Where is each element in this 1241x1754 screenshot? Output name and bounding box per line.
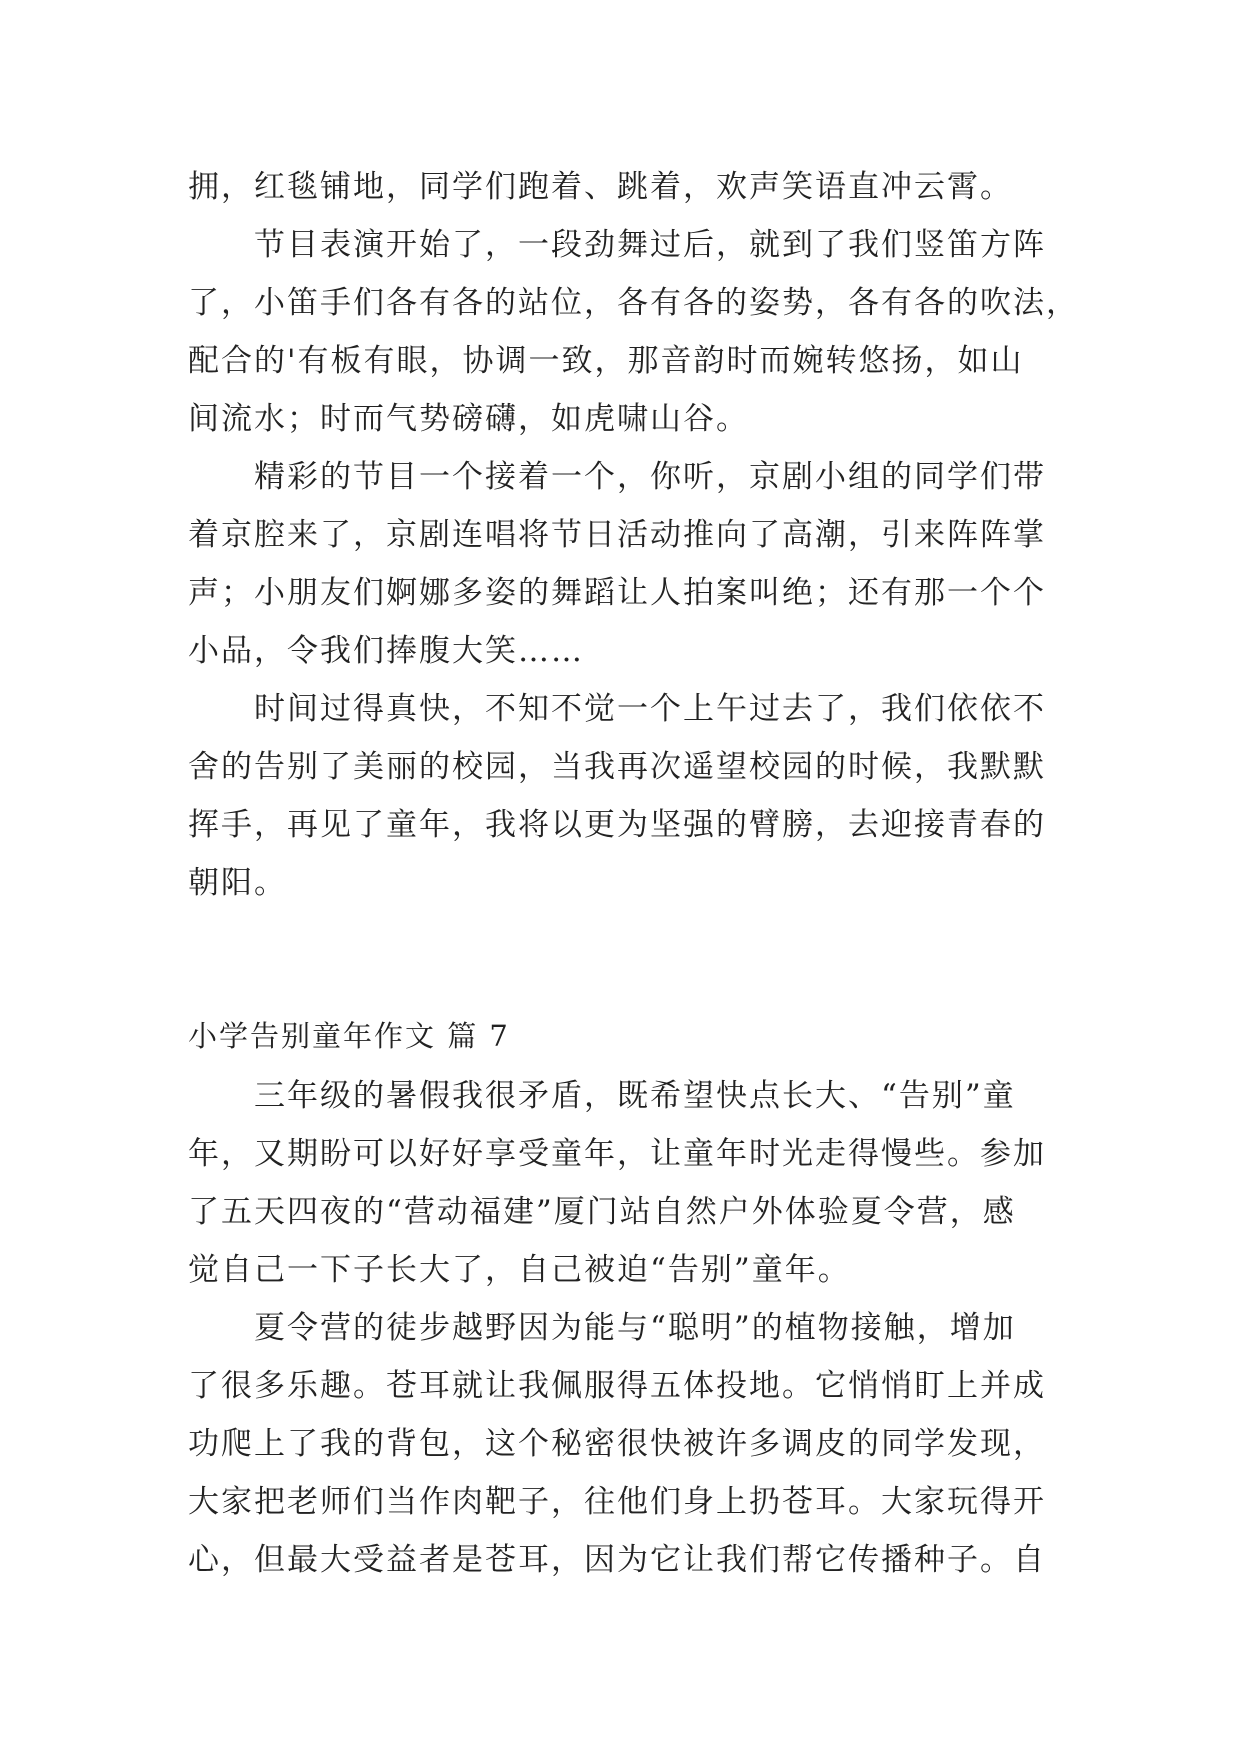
text-line: 小品，令我们捧腹大笑…… [188,633,584,669]
text-line: 功爬上了我的背包，这个秘密很快被许多调皮的同学发现， [188,1426,1046,1462]
paragraph [188,1067,1058,1299]
text-line: 配合的'有板有眼，协调一致，那音韵时而婉转悠扬，如山 [188,343,1024,379]
text-line: 声；小朋友们婀娜多姿的舞蹈让人拍案叫绝；还有那一个个 [188,575,1046,611]
section-7 [188,1007,1058,1589]
text-line: 舍的告别了美丽的校园，当我再次遥望校园的时候，我默默 [188,749,1046,785]
section-heading: 小学告别童年作文 篇 7 [188,1019,510,1053]
text-line: 心，但最大受益者是苍耳，因为它让我们帮它传播种子。自 [188,1542,1046,1578]
text-line: 了，小笛手们各有各的站位，各有各的姿势，各有各的吹法， [188,285,1079,321]
text-line: 觉自己一下子长大了，自己被迫“告别”童年。 [188,1252,851,1288]
paragraph [188,680,1058,912]
section-6-continuation [188,158,1079,912]
paragraph [188,216,1079,448]
paragraph [188,448,1058,680]
text-line: 了五天四夜的“营动福建”厦门站自然户外体验夏令营，感 [188,1194,1016,1230]
text-line: 时间过得真快，不知不觉一个上午过去了，我们依依不 [254,691,1046,727]
text-line: 节目表演开始了，一段劲舞过后，就到了我们竖笛方阵 [254,227,1046,263]
text-line: 了很多乐趣。苍耳就让我佩服得五体投地。它悄悄盯上并成 [188,1368,1046,1404]
document-body [188,158,1079,1589]
section-spacer [188,912,1058,1007]
text-line: 大家把老师们当作肉靶子，往他们身上扔苍耳。大家玩得开 [188,1484,1046,1520]
text-line: 挥手，再见了童年，我将以更为坚强的臂膀，去迎接青春的 [188,807,1046,843]
text-line: 拥，红毯铺地，同学们跑着、跳着，欢声笑语直冲云霄。 [188,169,1013,205]
text-line: 着京腔来了，京剧连唱将节日活动推向了高潮，引来阵阵掌 [188,517,1046,553]
text-line: 精彩的节目一个接着一个，你听，京剧小组的同学们带 [254,459,1046,495]
text-line: 间流水；时而气势磅礴，如虎啸山谷。 [188,401,749,437]
text-line: 三年级的暑假我很矛盾，既希望快点长大、“告别”童 [254,1078,1016,1114]
paragraph [188,1299,1058,1589]
paragraph [188,158,1058,216]
text-line: 年，又期盼可以好好享受童年，让童年时光走得慢些。参加 [188,1136,1046,1172]
text-line: 夏令营的徒步越野因为能与“聪明”的植物接触，增加 [254,1310,1016,1346]
text-line: 朝阳。 [188,865,287,901]
